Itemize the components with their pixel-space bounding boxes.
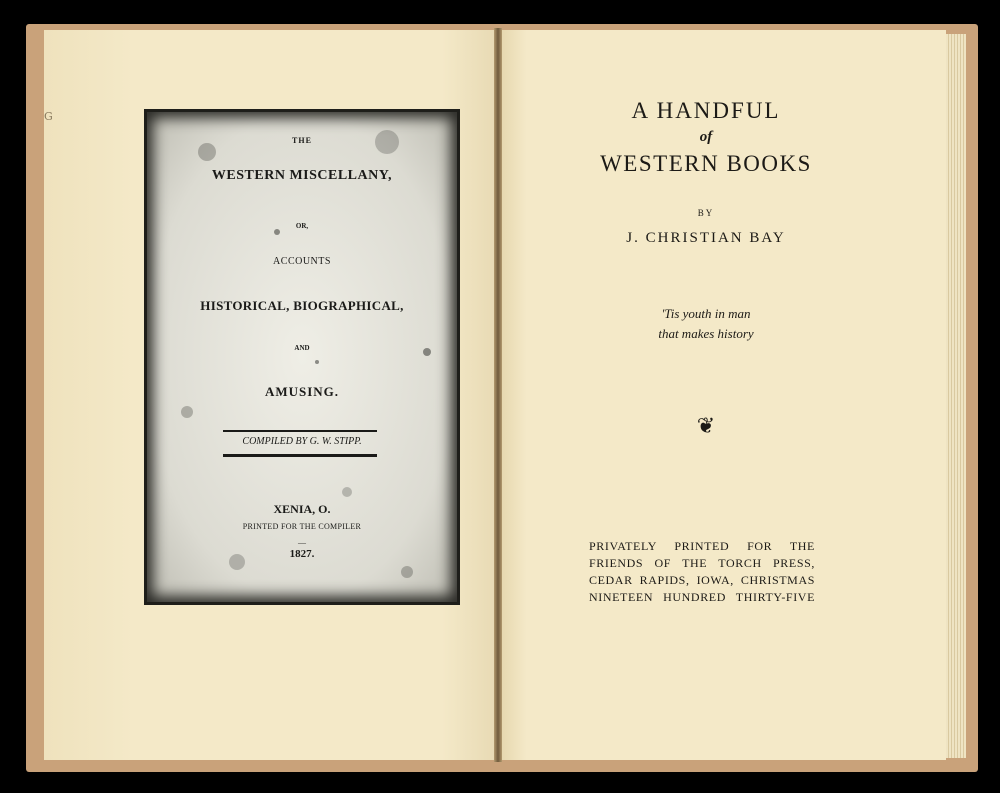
page-mark: G [44, 110, 53, 123]
fleuron-icon: ❦ [696, 414, 716, 439]
facsimile-accounts: ACCOUNTS [273, 256, 331, 267]
facsimile-printed: PRINTED FOR THE COMPILER [242, 522, 362, 531]
facsimile-title: WESTERN MISCELLANY, [211, 168, 393, 183]
by-label: BY [697, 208, 715, 218]
author-name: J. CHRISTIAN BAY [626, 230, 786, 246]
colophon [589, 538, 815, 606]
title-line-2: WESTERN BOOKS [600, 151, 812, 176]
facsimile-or: OR, [295, 222, 309, 230]
epigraph-line-2: that makes history [658, 326, 754, 341]
facsimile-and: AND [294, 344, 310, 352]
colophon-line: CEDAR RAPIDS, IOWA, CHRISTMAS [589, 573, 815, 587]
facsimile-year: 1827. [289, 548, 315, 560]
facsimile-historical: HISTORICAL, BIOGRAPHICAL, [200, 298, 404, 313]
page-edges [946, 34, 966, 758]
facsimile-rule-bottom [223, 454, 377, 457]
colophon-line: FRIENDS OF THE TORCH PRESS, [589, 556, 815, 570]
facsimile-rule-top [223, 430, 377, 432]
epigraph-line-1: 'Tis youth in man [661, 306, 751, 321]
colophon-line: PRIVATELY PRINTED FOR THE [589, 539, 815, 553]
facsimile-the: THE [292, 136, 312, 145]
title-line-1: A HANDFUL [631, 98, 781, 123]
title-of: of [699, 129, 713, 145]
facsimile-dash: — [298, 538, 306, 547]
colophon-line: NINETEEN HUNDRED THIRTY-FIVE [589, 590, 815, 604]
facsimile-place: XENIA, O. [273, 502, 331, 516]
facsimile-title-page [147, 112, 457, 602]
facsimile-amusing: AMUSING. [264, 384, 340, 399]
facsimile-compiled: COMPILED BY G. W. STIPP. [242, 436, 362, 447]
